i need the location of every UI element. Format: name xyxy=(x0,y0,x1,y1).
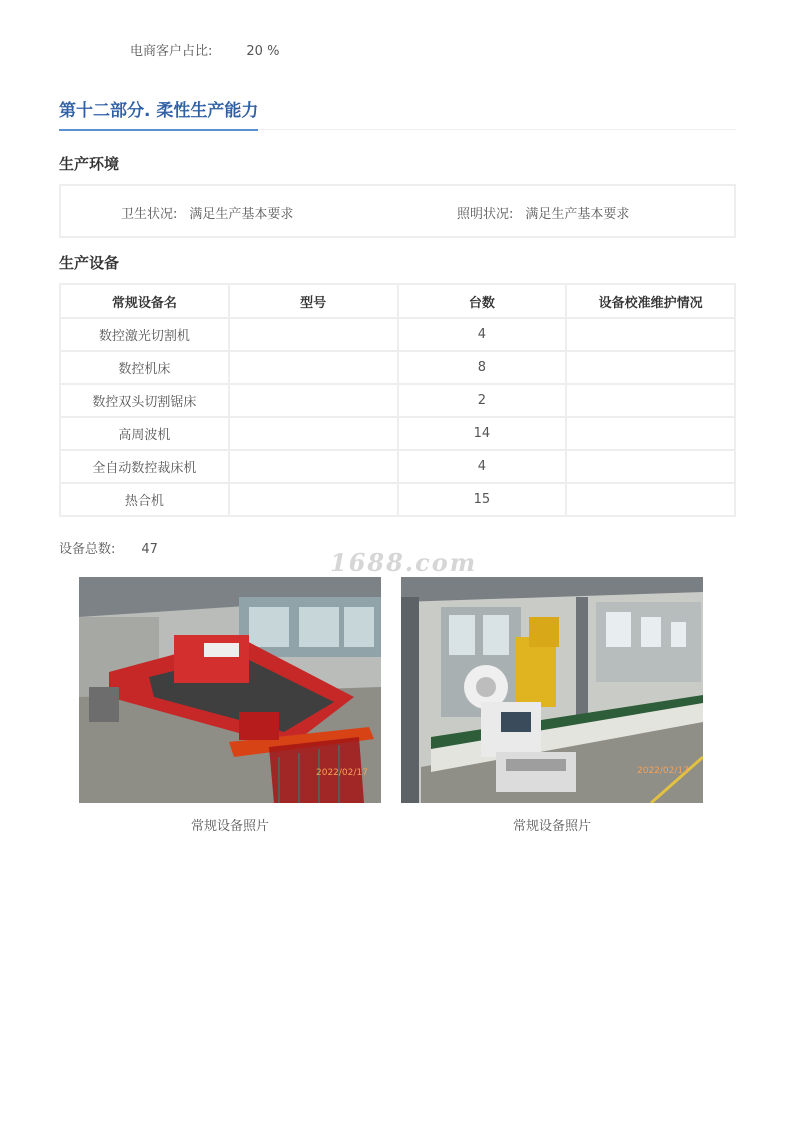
equipment-model xyxy=(229,450,398,483)
table-row xyxy=(60,417,735,450)
equipment-name: 数控机床 xyxy=(60,351,229,384)
equipment-maintenance xyxy=(566,384,735,417)
equipment-count: 4 xyxy=(398,450,567,483)
equipment-count: 15 xyxy=(398,483,567,516)
equipment-name: 全自动数控裁床机 xyxy=(60,450,229,483)
ecommerce-ratio-value: 20 % xyxy=(246,44,280,59)
equipment-maintenance xyxy=(566,417,735,450)
photo-1-caption: 常规设备照片 xyxy=(190,819,269,834)
equipment-name: 高周波机 xyxy=(60,417,229,450)
equipment-model xyxy=(229,384,398,417)
hygiene-value: 满足生产基本要求 xyxy=(189,207,294,222)
header-name: 常规设备名 xyxy=(60,284,229,318)
table-row xyxy=(60,483,735,516)
table-row xyxy=(60,318,735,351)
section-title: 第十二部分. 柔性生产能力 xyxy=(59,96,258,131)
hygiene-label: 卫生状况: xyxy=(121,207,178,222)
header-maintenance: 设备校准维护情况 xyxy=(566,284,735,318)
equipment-count: 8 xyxy=(398,351,567,384)
laser-cutter-illustration xyxy=(79,577,381,803)
equipment-model xyxy=(229,417,398,450)
equipment-total-value: 47 xyxy=(141,542,158,557)
lighting-value: 满足生产基本要求 xyxy=(525,207,630,222)
table-row xyxy=(60,384,735,417)
equipment-total-label: 设备总数: xyxy=(59,542,116,557)
equipment-photo-laser-cutter xyxy=(79,577,381,803)
equipment-total xyxy=(59,538,158,557)
photo-1-datestamp: 2022/02/17 xyxy=(316,768,368,778)
equipment-maintenance xyxy=(566,483,735,516)
header-count: 台数 xyxy=(398,284,567,318)
table-row xyxy=(60,351,735,384)
equipment-maintenance xyxy=(566,450,735,483)
cnc-line-illustration xyxy=(401,577,703,803)
hygiene-status xyxy=(121,203,293,222)
equipment-name: 数控双头切割锯床 xyxy=(60,384,229,417)
section-header xyxy=(59,96,736,130)
equipment-table xyxy=(59,283,736,517)
equipment-count: 14 xyxy=(398,417,567,450)
equipment-title: 生产设备 xyxy=(59,254,120,272)
ecommerce-ratio-label: 电商客户占比: xyxy=(130,44,213,59)
equipment-photo-cnc-line xyxy=(401,577,703,803)
equipment-name: 热合机 xyxy=(60,483,229,516)
table-header-row xyxy=(60,284,735,318)
photo-2-caption: 常规设备照片 xyxy=(512,819,591,834)
equipment-maintenance xyxy=(566,318,735,351)
ecommerce-ratio xyxy=(130,40,279,59)
equipment-model xyxy=(229,351,398,384)
equipment-name: 数控激光切割机 xyxy=(60,318,229,351)
lighting-label: 照明状况: xyxy=(457,207,514,222)
equipment-maintenance xyxy=(566,351,735,384)
table-row xyxy=(60,450,735,483)
photo-2-datestamp: 2022/02/17 xyxy=(637,766,689,776)
environment-title: 生产环境 xyxy=(59,155,120,173)
equipment-count: 2 xyxy=(398,384,567,417)
watermark: 1688.com xyxy=(330,548,478,577)
equipment-count: 4 xyxy=(398,318,567,351)
header-model: 型号 xyxy=(229,284,398,318)
environment-box xyxy=(59,184,736,238)
lighting-status xyxy=(457,203,629,222)
equipment-model xyxy=(229,318,398,351)
equipment-model xyxy=(229,483,398,516)
